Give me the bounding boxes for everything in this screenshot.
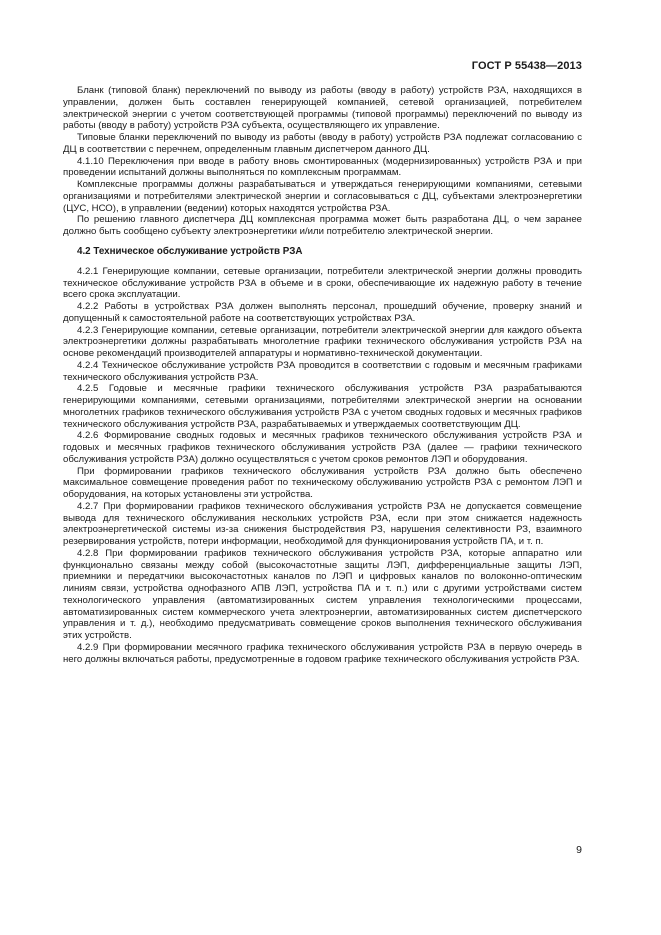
paragraph: При формировании графиков технического обслуживания устройств РЗА должно быть обеспечено максимальное совмещение проведения работ по техническому обслуживанию устройств РЗА с ремонтом ЛЭП и оборудования, на которых установлены эти устройства. [63,465,582,500]
page-number: 9 [576,844,582,856]
paragraph: 4.2.9 При формировании месячного графика технического обслуживания устройств РЗА в первую очередь в него должны включаться работы, предусмотренные в годовом графике технического обслуживания устройств РЗА. [63,641,582,665]
section-heading: 4.2 Техническое обслуживание устройств РЗА [77,245,303,257]
document-body [63,85,582,665]
paragraph: 4.2.8 При формировании графиков технического обслуживания устройств РЗА, которые аппаратно или функционально связаны между собой (высокочастотные защиты ЛЭП, дифференциальные защиты ЛЭП, приемники и передатчики высокочастотных каналов по ЛЭП и цифровых каналов по волоконно-оптическим линиям связи, устройства однофазного АПВ ЛЭП, устройства ПА и т. п.) или с другими устройствами систем технологического управления (автоматизированных систем управления технологическими процессами, автоматизированных систем коммерческого учета электроэнергии, автоматизированных систем диспетчерского управления и т. д.), необходимо предусматривать совмещение сроков выполнения технического обслуживания этих устройств. [63,547,582,641]
paragraph: 4.2.1 Генерирующие компании, сетевые организации, потребители электрической энергии должны проводить техническое обслуживание устройств РЗА в объеме и в сроки, обеспечивающие их надежную работу в течение всего срока эксплуатации. [63,265,582,301]
document-code: ГОСТ Р 55438—2013 [471,60,582,72]
paragraph: 4.2.4 Техническое обслуживание устройств РЗА проводится в соответствии с годовым и месячным графиками технического обслуживания устройств РЗА. [63,359,582,383]
paragraph: 4.2.7 При формировании графиков технического обслуживания устройств РЗА не допускается совмещение вывода для технического обслуживания нескольких устройств РЗА, если при этом снижается надежность электроэнергетической системы из-за снижения быстродействия РЗ, нарушения селективности РЗ, взаимного резервирования устройств, потери информации, необходимой для функционирования устройств ПА, и т. п. [63,500,582,547]
paragraph: Комплексные программы должны разрабатываться и утверждаться генерирующими компаниями, сетевыми организациями и потребителями электрической энергии и согласовываться с ДЦ, субъектами электроэнергетики (ЦУС, НСО), в управлении (ведении) которых находятся устройства РЗА. [63,179,582,214]
paragraph: Типовые бланки переключений по выводу из работы (вводу в работу) устройств РЗА подлежат согласованию с ДЦ в соответствии с перечнем, определенным главным диспетчером данного ДЦ. [63,132,582,155]
paragraph: 4.2.6 Формирование сводных годовых и месячных графиков технического обслуживания устройств РЗА и годовых и месячных графиков технического обслуживания устройств РЗА (далее — графики технического обслуживания устройств РЗА) должно осуществляться с учетом сроков ремонтов ЛЭП и оборудования. [63,430,582,465]
paragraph: 4.1.10 Переключения при вводе в работу вновь смонтированных (модернизированных) устройств РЗА и при проведении испытаний должны выполняться по комплексным программам. [63,155,582,179]
paragraph: 4.2.5 Годовые и месячные графики технического обслуживания устройств РЗА разрабатываются генерирующими компаниями, сетевыми организациями, потребителями электрической энергии на основании многолетних графиков технического обслуживания устройств РЗА с учетом сводных годовых и месячных графиков технического обслуживания устройств РЗА, разрабатываемых и утверждаемых соответствующим ДЦ. [63,383,582,430]
paragraph: 4.2.2 Работы в устройствах РЗА должен выполнять персонал, прошедший обучение, проверку знаний и допущенный к самостоятельной работе на соответствующих устройствах РЗА. [63,301,582,324]
paragraph: 4.2.3 Генерирующие компании, сетевые организации, потребители электрической энергии для каждого объекта электроэнергетики должны разрабатывать многолетние графики технического обслуживания устройств РЗА на основе рекомендаций производителей аппаратуры и нормативно-технической документации. [63,324,582,359]
paragraph: Бланк (типовой бланк) переключений по выводу из работы (вводу в работу) устройств РЗА, находящихся в управлении, должен быть составлен генерирующей компанией, сетевой организацией, потребителем электрической энергии с учетом соответствующей программы (типовой программы) переключений по выводу из работы (вводу в работу) устройств РЗА субъекта, осуществляющего их управление. [63,85,582,132]
paragraph: По решению главного диспетчера ДЦ комплексная программа может быть разработана ДЦ, о чем заранее должно быть сообщено субъекту электроэнергетики и/или потребителю электрической энергии. [63,214,582,237]
